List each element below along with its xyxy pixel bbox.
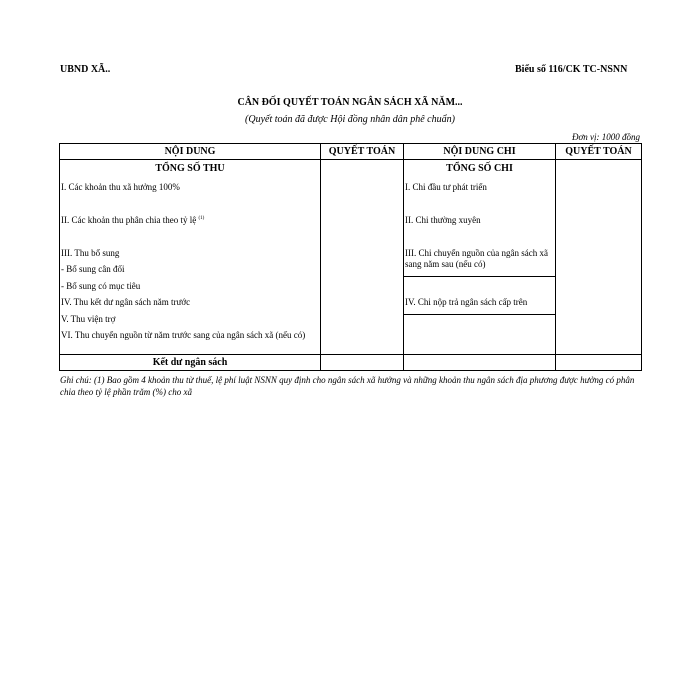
- expense-item: IV. Chi nộp trả ngân sách cấp trên: [405, 297, 528, 307]
- expense-item: I. Chi đầu tư phát triển: [405, 182, 487, 192]
- footnote-mark: (1): [198, 216, 205, 221]
- header-expense-content: NỘI DUNG CHI: [404, 144, 556, 160]
- budget-balance-table: [59, 143, 642, 371]
- revenue-item: V. Thu viện trợ: [61, 314, 116, 324]
- row-divider: [404, 276, 555, 277]
- revenue-settlement-cell: [321, 160, 404, 355]
- document-subtitle: (Quyết toán đã được Hội đồng nhân dân phê chuẩn): [245, 114, 455, 125]
- commune-header: UBND XÃ..: [60, 64, 111, 75]
- document-title: CÂN ĐỐI QUYẾT TOÁN NGÂN SÁCH XÃ NĂM...: [237, 97, 463, 108]
- revenue-total: TỔNG SỐ THU: [155, 163, 225, 174]
- header-revenue-content: NỘI DUNG: [60, 144, 321, 160]
- footnote: Ghi chú: (1) Bao gồm 4 khoản thu từ thuế, lệ phí luật NSNN quy định cho ngân sách xã hưởng và những khoản thu ngân sách địa phương được hưởng có phân chia theo tỷ lệ phần trăm (%) cho xã: [60, 375, 635, 397]
- form-number: Biểu số 116/CK TC-NSNN: [515, 64, 628, 75]
- balance-value-cell: [321, 355, 404, 371]
- balance-expense-cell: [404, 355, 556, 371]
- revenue-item: - Bổ sung có mục tiêu: [61, 281, 141, 291]
- expense-settlement-cell: [556, 160, 642, 355]
- row-divider: [404, 314, 555, 315]
- revenue-item: III. Thu bổ sung: [61, 248, 120, 258]
- expense-item: II. Chi thường xuyên: [405, 215, 481, 225]
- revenue-item: VI. Thu chuyển nguồn từ năm trước sang của ngân sách xã (nếu có): [61, 330, 306, 340]
- header-revenue-settlement: QUYẾT TOÁN: [321, 144, 404, 160]
- revenue-item: I. Các khoản thu xã hưởng 100%: [61, 182, 180, 192]
- unit-label: Đơn vị: 1000 đồng: [571, 132, 640, 142]
- revenue-content-cell: [60, 160, 321, 355]
- balance-expense-value-cell: [556, 355, 642, 371]
- revenue-item: IV. Thu kết dư ngân sách năm trước: [61, 297, 191, 307]
- expense-content-cell: [404, 160, 556, 355]
- expense-total: TỔNG SỐ CHI: [446, 163, 513, 174]
- balance-label: Kết dư ngân sách: [60, 355, 321, 371]
- header-expense-settlement: QUYẾT TOÁN: [556, 144, 642, 160]
- revenue-item: - Bổ sung cân đối: [61, 264, 125, 274]
- revenue-item: II. Các khoản thu phân chia theo tỷ lệ $^{(1)}$: [61, 215, 205, 225]
- expense-item: III. Chi chuyển nguồn của ngân sách xã sang năm sau (nếu có): [405, 248, 548, 269]
